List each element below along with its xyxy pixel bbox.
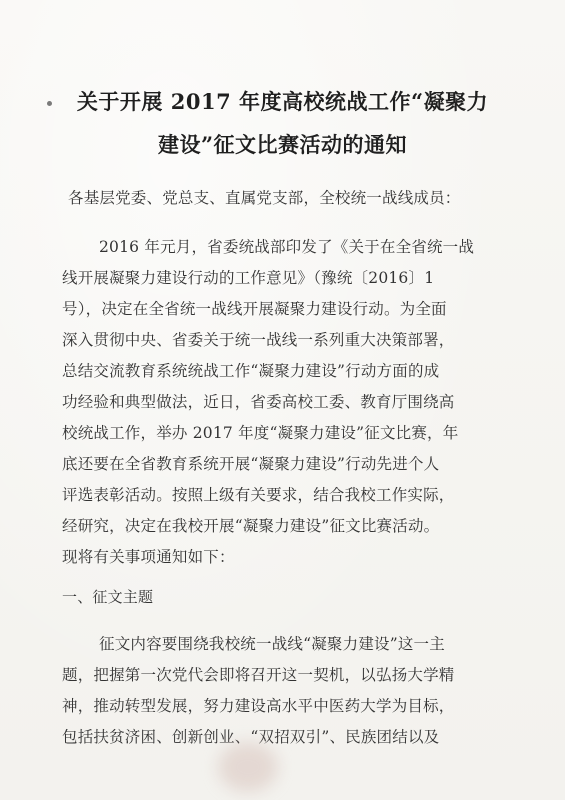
scan-smudge [218,742,278,792]
section-heading: 一、征文主题 [62,588,154,606]
paragraph-1-line: 底还要在全省教育系统开展“凝聚力建设”行动先进个人 [62,455,440,473]
paragraph-1-line: 号），决定在全省统一战线开展凝聚力建设行动。为全面 [62,300,447,318]
paragraph-2-line: 征文内容要围绕我校统一战线“凝聚力建设”这一主 [99,635,445,653]
paragraph-1-line: 总结交流教育系统统战工作“凝聚力建设”行动方面的成 [62,362,440,380]
paragraph-1-line: 线开展凝聚力建设行动的工作意见》（豫统〔2016〕1 [62,269,435,287]
paragraph-1-line: 现将有关事项通知如下： [62,548,235,566]
paragraph-1-line: 评选表彰活动。按照上级有关要求，结合我校工作实际， [62,486,455,504]
paragraph-2-line: 题，把握第一次党代会即将召开这一契机，以弘扬大学精 [62,666,455,684]
paragraph-1-line: 校统战工作，举办 2017 年度“凝聚力建设”征文比赛，年 [62,424,459,442]
document-title-line-1: 关于开展 2017 年度高校统战工作“凝聚力 [76,89,489,114]
paragraph-1-line: 2016 年元月，省委统战部印发了《关于在全省统一战 [99,238,475,256]
paragraph-2-line: 神，推动转型发展，努力建设高水平中医药大学为目标， [62,697,455,715]
paragraph-1-line: 经研究，决定在我校开展“凝聚力建设”征文比赛活动。 [62,517,440,535]
document-title-line-2: 建设”征文比赛活动的通知 [157,132,408,157]
paragraph-1-line: 深入贯彻中央、省委关于统一战线一系列重大决策部署， [62,331,455,349]
paragraph-1-line: 功经验和典型做法，近日，省委高校工委、教育厅围绕高 [62,393,455,411]
paragraph-2-line: 包括扶贫济困、创新创业、“双招双引”、民族团结以及 [62,728,440,746]
salutation: 各基层党委、党总支、直属党支部，全校统一战线成员： [68,189,461,207]
